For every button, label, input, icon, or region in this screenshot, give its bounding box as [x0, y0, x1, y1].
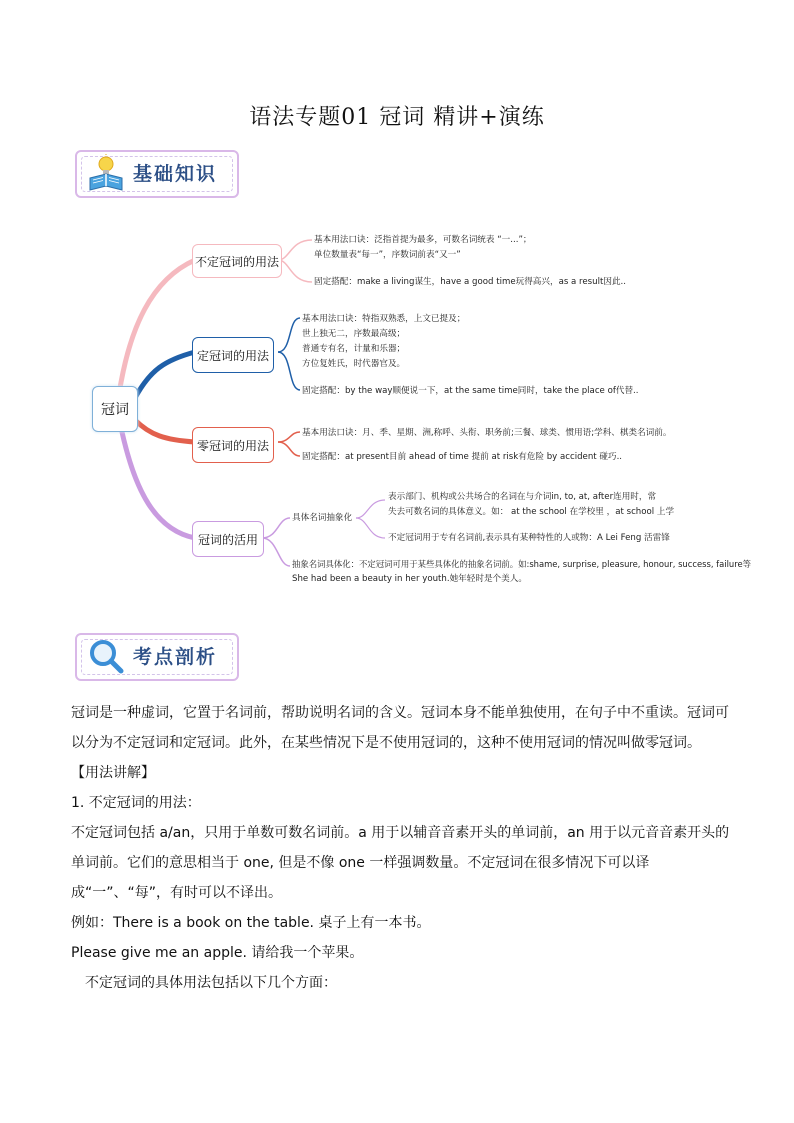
indefinite-paragraph: 不定冠词包括 a/an，只用于单数可数名词前。a 用于以辅音音素开头的单词前，an 用于以元音音素开头的单词前。它们的意思相当于 one, 但是不像 one 一样强调数量。不定冠词在很多情况下可以译成“一”、“每”，有时可以不译出。	[71, 825, 730, 901]
definite-rule-4: 方位复姓氏，时代器官及。	[302, 359, 406, 369]
mindmap-root: 冠词	[92, 386, 138, 432]
definite-rule-1: 基本用法口诀：特指双熟悉，上文已提及；	[302, 314, 466, 324]
branch-node-definite: 定冠词的用法	[192, 337, 274, 373]
definite-fixed: 固定搭配：by the way顺便说一下，at the same time同时，take the place of代替..	[302, 386, 639, 396]
branch-line-flexible	[122, 432, 195, 538]
usage-intro: 不定冠词的具体用法包括以下几个方面：	[85, 975, 337, 991]
subheading-indefinite: 1. 不定冠词的用法：	[71, 795, 201, 811]
section-badge-analysis	[75, 633, 240, 681]
flexible-sub-line-1: 表示部门、机构或公共场合的名词在与介词in, to, at, after连用时，常	[388, 492, 657, 502]
definite-rule-2: 世上独无二，序数最高级；	[302, 329, 406, 339]
branch-line-zero	[135, 420, 195, 442]
page-title: 语法专题01 冠词 精讲+演练	[249, 105, 545, 130]
section-heading: 【用法讲解】	[71, 765, 155, 781]
zero-rule-1: 基本用法口诀：月、季、星期、洲,称呼、头衔、职务前;三餐、球类、惯用语;学科、棋类名词前。	[302, 428, 672, 438]
example-2: Please give me an apple. 请给我一个苹果。	[71, 945, 364, 961]
lightbulb-book-icon	[87, 154, 125, 192]
branch-node-flexible: 冠词的活用	[192, 521, 264, 557]
body-content	[71, 698, 731, 998]
badge-label: 基础知识	[133, 163, 218, 185]
flexible-sub-label: 具体名词抽象化	[292, 513, 353, 523]
magnifier-icon	[87, 637, 125, 675]
branch-line-definite	[135, 352, 195, 398]
flexible-abstract-1: 抽象名词具体化：不定冠词可用于某些具体化的抽象名词前。如:shame, surprise, pleasure, honour, success, failure等	[292, 559, 751, 569]
zero-fixed: 固定搭配：at present目前 ahead of time 提前 at risk有危险 by accident 碰巧..	[302, 452, 623, 462]
indefinite-fixed: 固定搭配：make a living谋生，have a good time玩得高兴，as a result因此..	[314, 277, 627, 287]
branch-node-indefinite: 不定冠词的用法	[192, 244, 282, 278]
indefinite-rule-2: 单位数量表“每一”，序数词前表“又一”	[314, 250, 461, 260]
section-badge-basics	[75, 150, 240, 198]
branch-node-zero: 零冠词的用法	[192, 427, 274, 463]
definite-rule-3: 普通专有名，计量和乐器；	[302, 344, 406, 354]
example-1: 例如：There is a book on the table. 桌子上有一本书。	[71, 915, 431, 931]
badge-label: 考点剖析	[133, 646, 218, 668]
flexible-sub-line-2: 失去可数名词的具体意义。如： at the school 在学校里 ，at school 上学	[388, 507, 675, 517]
flexible-abstract-2: She had been a beauty in her youth.她年轻时是个美人。	[292, 574, 527, 584]
indefinite-rule-1: 基本用法口诀：泛指首提为最多，可数名词统表 “一...”；	[314, 235, 532, 245]
intro-paragraph: 冠词是一种虚词，它置于名词前，帮助说明名词的含义。冠词本身不能单独使用，在句子中不重读。冠词可以分为不定冠词和定冠词。此外，在某些情况下是不使用冠词的，这种不使用冠词的情况叫做零冠词。	[71, 705, 729, 751]
flexible-sub-proper: 不定冠词用于专有名词前,表示具有某种特性的人或物：A Lei Feng 活雷锋	[388, 533, 670, 543]
